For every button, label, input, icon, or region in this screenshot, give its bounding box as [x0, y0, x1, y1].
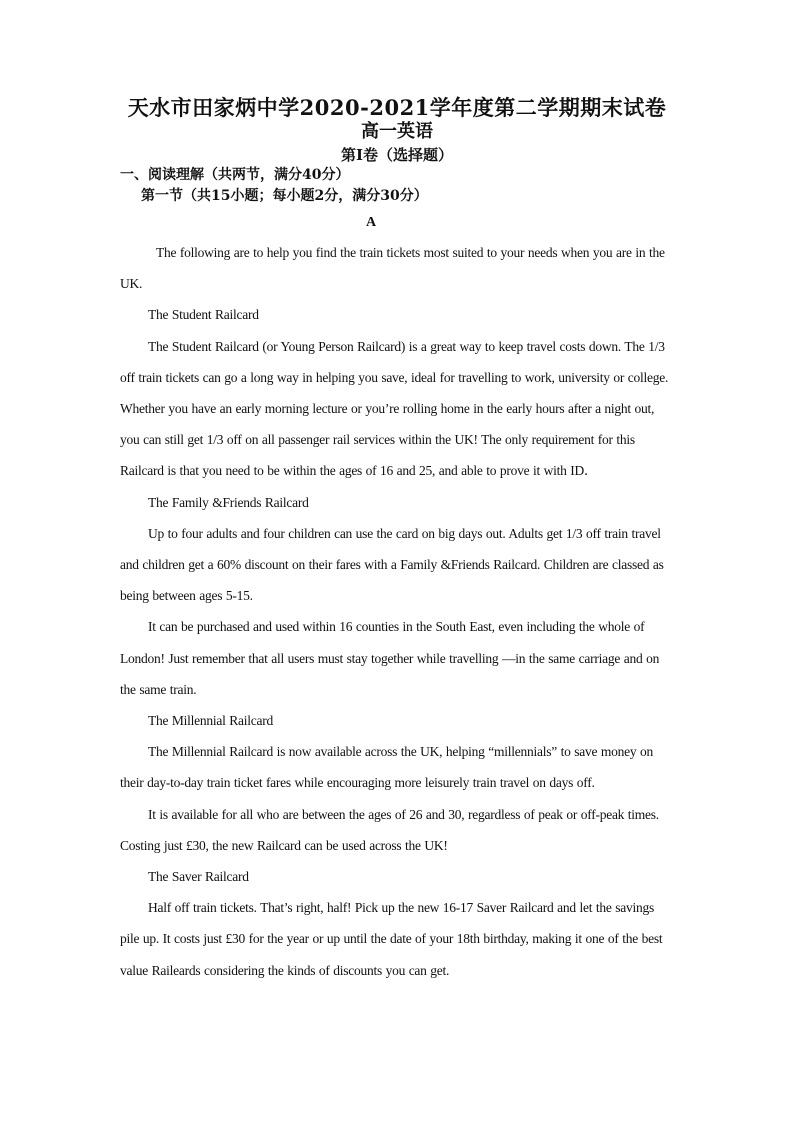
millennial-railcard-paragraph-2: It is available for all who are between the ages of 26 and 30, regardless of peak or off-peak times. Costing just £30, the new Railcard can be used across the UK! — [120, 806, 659, 853]
saver-railcard-paragraph: Half off train tickets. That’s right, half! Pick up the new 16-17 Saver Railcard and let the savings pile up. It costs just £30 for the year or up until the date of your 18th birthday, making it one of the best value Raileards considering the kinds of discounts you can get. — [120, 900, 663, 978]
family-railcard-paragraph-1: Up to four adults and four children can use the card on big days out. Adults get 1/3 off train travel and children get a 60% discount on their fares with a Family &Friends Railcard. Children are classed as being between ages 5-15. — [120, 525, 664, 604]
volume-title: 第I卷（选择题） — [340, 146, 454, 164]
intro-paragraph: The following are to help you find the train tickets most suited to your needs when you are in the UK. — [120, 245, 665, 292]
passage-body — [120, 237, 676, 986]
saver-railcard-heading: The Saver Railcard — [148, 869, 249, 885]
subsection-heading: 第一节（共15小题；每小题2分，满分30分） — [141, 188, 428, 204]
family-railcard-heading: The Family &Friends Railcard — [148, 494, 309, 510]
student-railcard-heading: The Student Railcard — [148, 307, 259, 323]
family-railcard-paragraph-2: It can be purchased and used within 16 counties in the South East, even including the whole of London! Just remember that all users must stay together while travelling —in the same carriage and on the same train. — [120, 619, 660, 697]
millennial-railcard-paragraph-1: The Millennial Railcard is now available across the UK, helping “millennials” to save money on their day-to-day train ticket fares while encouraging more leisurely train travel on days off. — [120, 744, 653, 791]
millennial-railcard-heading: The Millennial Railcard — [148, 713, 273, 729]
section-heading: 一、阅读理解（共两节，满分40分） — [120, 167, 350, 183]
subject-title: 高一英语 — [361, 121, 433, 142]
passage-letter: A — [365, 215, 377, 230]
exam-title: 天水市田家炳中学2020-2021学年度第二学期期末试卷 — [127, 95, 667, 120]
student-railcard-paragraph: The Student Railcard (or Young Person Railcard) is a great way to keep travel costs down. The 1/3 off train tickets can go a long way in helping you save, ideal for travelling to work, university or college. Whether you have an early morning lecture or you’re rolling home in the early hours after a night out, you can still get 1/3 off on all passenger rail services within the UK! The only requirement for this Railcard is that you need to be within the ages of 16 and 25, and able to prove it with ID． — [120, 338, 669, 479]
